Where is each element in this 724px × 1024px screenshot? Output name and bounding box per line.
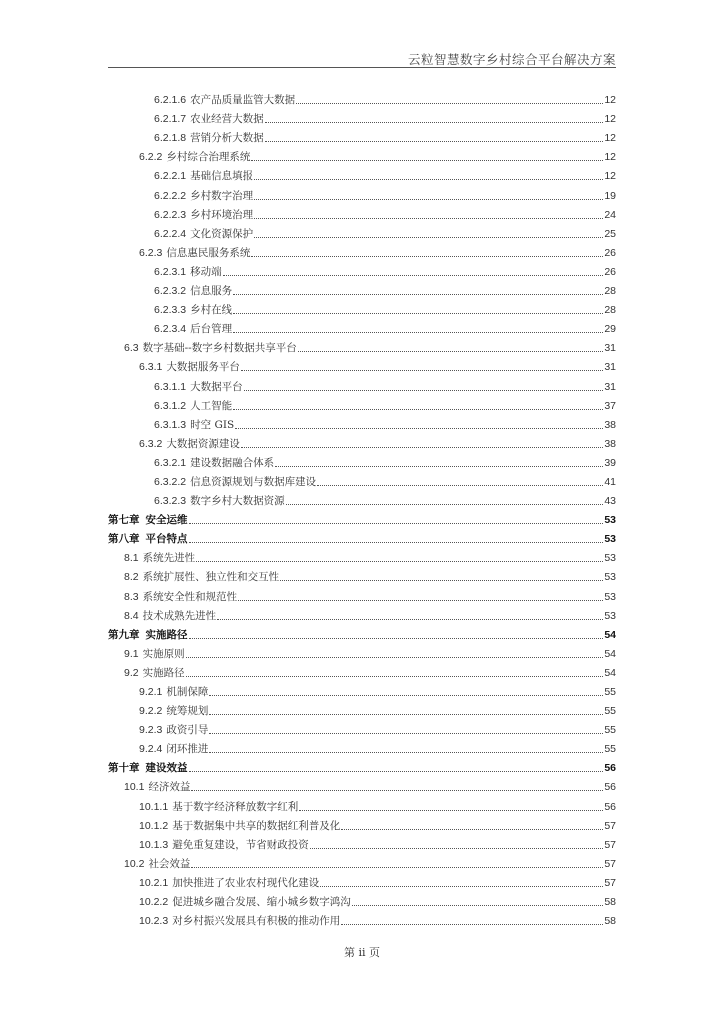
toc-entry-number: 10.2	[124, 857, 145, 870]
toc-dot-leader	[286, 504, 604, 505]
toc-entry[interactable]	[108, 298, 616, 317]
toc-entry-page: 57	[604, 838, 616, 851]
toc-dot-leader	[209, 733, 603, 734]
toc-entry-page: 43	[604, 495, 616, 508]
toc-entry-number: 第七章	[108, 514, 140, 527]
toc-entry[interactable]	[108, 718, 616, 737]
toc-entry[interactable]	[108, 145, 616, 164]
toc-entry-number: 6.3.1.3	[154, 418, 187, 431]
toc-entry-title: 建设数据融合体系	[190, 456, 275, 469]
toc-dot-leader	[233, 409, 603, 410]
toc-entry-title: 乡村数字治理	[190, 189, 254, 202]
toc-entry-title: 农业经营大数据	[190, 113, 264, 126]
toc-entry-title: 实施路径	[142, 666, 185, 679]
toc-dot-leader	[310, 848, 604, 849]
toc-dot-leader	[238, 600, 603, 601]
toc-entry-number: 6.3.1.1	[154, 380, 187, 393]
toc-entry-title: 对乡村振兴发展具有积极的推动作用	[172, 915, 341, 928]
toc-dot-leader	[223, 275, 604, 276]
toc-entry-page: 54	[604, 647, 616, 660]
toc-entry[interactable]	[108, 394, 616, 413]
toc-dot-leader	[298, 351, 604, 352]
toc-entry-page: 31	[604, 380, 616, 393]
toc-entry-title: 安全运维	[145, 514, 188, 527]
toc-dot-leader	[233, 294, 603, 295]
toc-entry-title: 闭环推进	[166, 743, 209, 756]
toc-dot-leader	[275, 466, 603, 467]
toc-entry-page: 19	[604, 189, 616, 202]
toc-entry-title: 时空 GIS	[190, 418, 235, 431]
toc-entry-number: 9.2.1	[139, 686, 163, 698]
toc-entry-page: 56	[604, 781, 616, 794]
toc-dot-leader	[217, 619, 603, 620]
toc-entry-title: 大数据平台	[190, 380, 243, 393]
toc-entry[interactable]	[108, 203, 616, 222]
page-number-footer: 第 ii 页	[343, 946, 381, 959]
toc-dot-leader	[280, 580, 603, 581]
toc-entry-title: 机制保障	[166, 686, 209, 698]
document-header-title: 云粒智慧数字乡村综合平台解决方案	[407, 52, 616, 67]
toc-entry-page: 41	[604, 475, 616, 488]
toc-entry[interactable]	[108, 451, 616, 470]
toc-entry-number: 6.2.2.2	[154, 189, 187, 202]
toc-entry[interactable]	[108, 279, 616, 298]
toc-entry[interactable]	[108, 470, 616, 489]
table-of-contents	[108, 88, 616, 928]
toc-entry-page: 31	[604, 342, 616, 355]
toc-entry-page: 54	[604, 666, 616, 679]
toc-entry-title: 加快推进了农业农村现代化建设	[172, 876, 320, 889]
toc-entry-title: 大数据服务平台	[166, 361, 240, 374]
toc-entry-number: 6.2.3.4	[154, 323, 187, 336]
toc-entry-number: 8.1	[124, 552, 139, 565]
toc-entry-page: 38	[604, 418, 616, 431]
toc-entry[interactable]	[108, 88, 616, 107]
toc-entry-title: 乡村环境治理	[190, 208, 254, 221]
toc-entry-number: 8.2	[124, 571, 139, 584]
toc-entry-number: 6.2.2.3	[154, 208, 187, 221]
toc-entry[interactable]	[108, 623, 616, 642]
header-divider	[108, 67, 616, 68]
toc-entry-page: 54	[604, 628, 616, 641]
toc-dot-leader	[320, 886, 603, 887]
toc-entry-page: 25	[604, 227, 616, 240]
toc-entry-number: 10.2.2	[139, 896, 169, 909]
toc-entry-page: 12	[604, 151, 616, 164]
toc-entry-title: 平台特点	[145, 533, 188, 546]
toc-entry-page: 24	[604, 208, 616, 221]
toc-entry-number: 6.2.3.3	[154, 304, 187, 317]
toc-dot-leader	[296, 103, 603, 104]
toc-entry-page: 38	[604, 437, 616, 450]
toc-entry[interactable]	[108, 584, 616, 603]
toc-entry-title: 人工智能	[190, 399, 233, 412]
toc-entry-page: 57	[604, 819, 616, 832]
toc-entry-number: 8.4	[124, 609, 139, 622]
toc-entry-title: 建设效益	[145, 762, 188, 775]
toc-entry-number: 9.2	[124, 666, 139, 679]
toc-dot-leader	[317, 485, 603, 486]
toc-entry-page: 53	[604, 590, 616, 603]
toc-entry[interactable]	[108, 355, 616, 374]
toc-entry[interactable]	[108, 183, 616, 202]
toc-dot-leader	[341, 924, 603, 925]
toc-entry-page: 37	[604, 399, 616, 412]
toc-entry[interactable]	[108, 699, 616, 718]
toc-entry-page: 12	[604, 113, 616, 126]
toc-entry-page: 55	[604, 743, 616, 756]
toc-dot-leader	[189, 542, 604, 543]
toc-entry[interactable]	[108, 604, 616, 623]
toc-entry-title: 政资引导	[166, 724, 209, 737]
toc-dot-leader	[254, 199, 603, 200]
toc-entry-title: 经济效益	[148, 781, 191, 794]
toc-entry[interactable]	[108, 833, 616, 852]
toc-entry-title: 实施路径	[145, 628, 188, 641]
toc-entry-number: 9.2.4	[139, 743, 163, 756]
toc-entry-page: 12	[604, 132, 616, 145]
toc-entry-page: 55	[604, 686, 616, 698]
toc-dot-leader	[241, 447, 603, 448]
toc-entry-title: 移动端	[190, 265, 222, 278]
toc-entry-title: 大数据资源建设	[166, 437, 240, 450]
toc-entry-number: 10.1.2	[139, 819, 169, 832]
toc-entry-page: 53	[604, 571, 616, 584]
toc-entry-title: 实施原则	[142, 647, 185, 660]
toc-entry-number: 9.2.2	[139, 705, 163, 718]
toc-entry-page: 31	[604, 361, 616, 374]
toc-entry-number: 9.1	[124, 647, 139, 660]
toc-entry-title: 数字乡村大数据资源	[190, 495, 285, 508]
toc-entry-number: 6.2.1.6	[154, 94, 187, 107]
toc-entry-title: 系统扩展性、独立性和交互性	[142, 571, 280, 584]
toc-entry[interactable]	[108, 890, 616, 909]
toc-entry[interactable]	[108, 737, 616, 756]
toc-entry[interactable]	[108, 565, 616, 584]
toc-entry[interactable]	[108, 642, 616, 661]
toc-entry[interactable]	[108, 909, 616, 928]
toc-entry-page: 58	[604, 896, 616, 909]
toc-entry-number: 8.3	[124, 590, 139, 603]
toc-entry-page: 58	[604, 915, 616, 928]
toc-entry-title: 数字基础--数字乡村数据共享平台	[142, 342, 297, 355]
toc-entry-number: 6.2.2.4	[154, 227, 187, 240]
toc-entry-page: 56	[604, 800, 616, 813]
toc-entry-page: 12	[604, 170, 616, 183]
toc-dot-leader	[254, 179, 603, 180]
toc-dot-leader	[209, 714, 603, 715]
toc-dot-leader	[196, 561, 603, 562]
toc-entry[interactable]	[108, 508, 616, 527]
toc-entry-page: 53	[604, 609, 616, 622]
toc-entry-number: 6.2.2.1	[154, 170, 187, 183]
toc-entry-title: 信息资源规划与数据库建设	[190, 475, 317, 488]
toc-entry[interactable]	[108, 489, 616, 508]
toc-entry-title: 促进城乡融合发展、缩小城乡数字鸿沟	[172, 896, 351, 909]
toc-entry[interactable]	[108, 794, 616, 813]
toc-dot-leader	[186, 676, 604, 677]
toc-entry-number: 6.3.2.1	[154, 456, 187, 469]
toc-dot-leader	[251, 256, 603, 257]
toc-entry-title: 社会效益	[148, 857, 191, 870]
toc-entry-number: 6.2.1.8	[154, 132, 187, 145]
toc-entry-page: 55	[604, 705, 616, 718]
toc-entry-page: 28	[604, 304, 616, 317]
toc-entry[interactable]	[108, 852, 616, 871]
toc-entry-title: 基于数据集中共享的数据红利普及化	[172, 819, 341, 832]
toc-entry[interactable]	[108, 527, 616, 546]
toc-entry[interactable]	[108, 107, 616, 126]
toc-entry-number: 10.1.1	[139, 800, 169, 813]
toc-entry-number: 6.3.2.3	[154, 495, 187, 508]
toc-entry-title: 信息惠民服务系统	[166, 246, 251, 259]
toc-entry-title: 基础信息填报	[190, 170, 254, 183]
toc-dot-leader	[254, 237, 603, 238]
toc-entry[interactable]	[108, 814, 616, 833]
toc-entry-page: 56	[604, 762, 616, 775]
toc-entry-page: 29	[604, 323, 616, 336]
toc-dot-leader	[209, 695, 603, 696]
toc-entry-number: 6.2.1.7	[154, 113, 187, 126]
toc-dot-leader	[341, 829, 603, 830]
toc-entry[interactable]	[108, 775, 616, 794]
toc-entry-number: 6.3.2	[139, 437, 163, 450]
toc-entry-number: 6.3.1.2	[154, 399, 187, 412]
toc-entry-page: 53	[604, 552, 616, 565]
toc-entry[interactable]	[108, 336, 616, 355]
toc-entry-page: 26	[604, 246, 616, 259]
toc-entry[interactable]	[108, 317, 616, 336]
toc-dot-leader	[209, 752, 603, 753]
toc-dot-leader	[241, 370, 603, 371]
toc-entry[interactable]	[108, 680, 616, 699]
toc-dot-leader	[233, 332, 603, 333]
toc-entry-title: 后台管理	[190, 323, 233, 336]
toc-dot-leader	[233, 313, 603, 314]
toc-dot-leader	[235, 428, 603, 429]
toc-entry-number: 第八章	[108, 533, 140, 546]
toc-dot-leader	[189, 771, 604, 772]
toc-entry-number: 第九章	[108, 628, 140, 641]
toc-entry-title: 文化资源保护	[190, 227, 254, 240]
toc-entry-title: 乡村综合治理系统	[166, 151, 251, 164]
toc-dot-leader	[265, 122, 604, 123]
toc-entry-title: 基于数字经济释放数字红利	[172, 800, 299, 813]
toc-dot-leader	[299, 810, 603, 811]
toc-entry-title: 统筹规划	[166, 705, 209, 718]
toc-entry[interactable]	[108, 756, 616, 775]
toc-entry-page: 39	[604, 456, 616, 469]
toc-entry-number: 6.3.2.2	[154, 475, 187, 488]
toc-entry-number: 6.3.1	[139, 361, 163, 374]
toc-dot-leader	[352, 905, 604, 906]
toc-entry-title: 避免重复建设，节省财政投资	[172, 838, 309, 851]
toc-entry[interactable]	[108, 661, 616, 680]
toc-entry[interactable]	[108, 546, 616, 565]
toc-dot-leader	[254, 218, 603, 219]
toc-entry-page: 26	[604, 265, 616, 278]
toc-entry-page: 57	[604, 876, 616, 889]
toc-entry-number: 10.2.1	[139, 876, 169, 889]
toc-entry[interactable]	[108, 241, 616, 260]
toc-entry[interactable]	[108, 432, 616, 451]
toc-entry-page: 55	[604, 724, 616, 737]
toc-entry-page: 57	[604, 857, 616, 870]
toc-entry[interactable]	[108, 871, 616, 890]
toc-entry-title: 信息服务	[190, 285, 233, 298]
toc-entry-number: 6.3	[124, 342, 139, 355]
toc-dot-leader	[189, 523, 604, 524]
toc-entry-number: 6.2.2	[139, 151, 163, 164]
toc-entry-number: 6.2.3.2	[154, 285, 187, 298]
toc-entry[interactable]	[108, 374, 616, 393]
toc-entry[interactable]	[108, 164, 616, 183]
toc-entry-title: 系统安全性和规范性	[142, 590, 238, 603]
toc-dot-leader	[191, 790, 603, 791]
toc-entry[interactable]	[108, 126, 616, 145]
toc-entry-number: 第十章	[108, 762, 140, 775]
toc-entry-page: 53	[604, 533, 616, 546]
toc-entry-title: 农产品质量监管大数据	[190, 94, 296, 107]
toc-entry-number: 9.2.3	[139, 724, 163, 737]
toc-entry-title: 技术成熟先进性	[142, 609, 217, 622]
toc-entry-title: 乡村在线	[190, 304, 233, 317]
toc-entry-number: 10.1	[124, 781, 145, 794]
toc-entry-number: 6.2.3.1	[154, 265, 187, 278]
toc-entry-page: 12	[604, 94, 616, 107]
toc-dot-leader	[265, 141, 604, 142]
toc-entry-number: 6.2.3	[139, 246, 163, 259]
toc-entry[interactable]	[108, 260, 616, 279]
toc-dot-leader	[191, 867, 603, 868]
toc-entry-number: 10.2.3	[139, 915, 169, 928]
toc-dot-leader	[186, 657, 604, 658]
toc-entry[interactable]	[108, 222, 616, 241]
toc-dot-leader	[251, 160, 603, 161]
toc-entry-page: 28	[604, 285, 616, 298]
toc-entry-number: 10.1.3	[139, 838, 169, 851]
toc-entry-title: 系统先进性	[142, 552, 196, 565]
toc-entry[interactable]	[108, 413, 616, 432]
toc-dot-leader	[189, 638, 604, 639]
toc-entry-title: 营销分析大数据	[190, 132, 264, 145]
toc-dot-leader	[244, 390, 604, 391]
toc-entry-page: 53	[604, 514, 616, 527]
